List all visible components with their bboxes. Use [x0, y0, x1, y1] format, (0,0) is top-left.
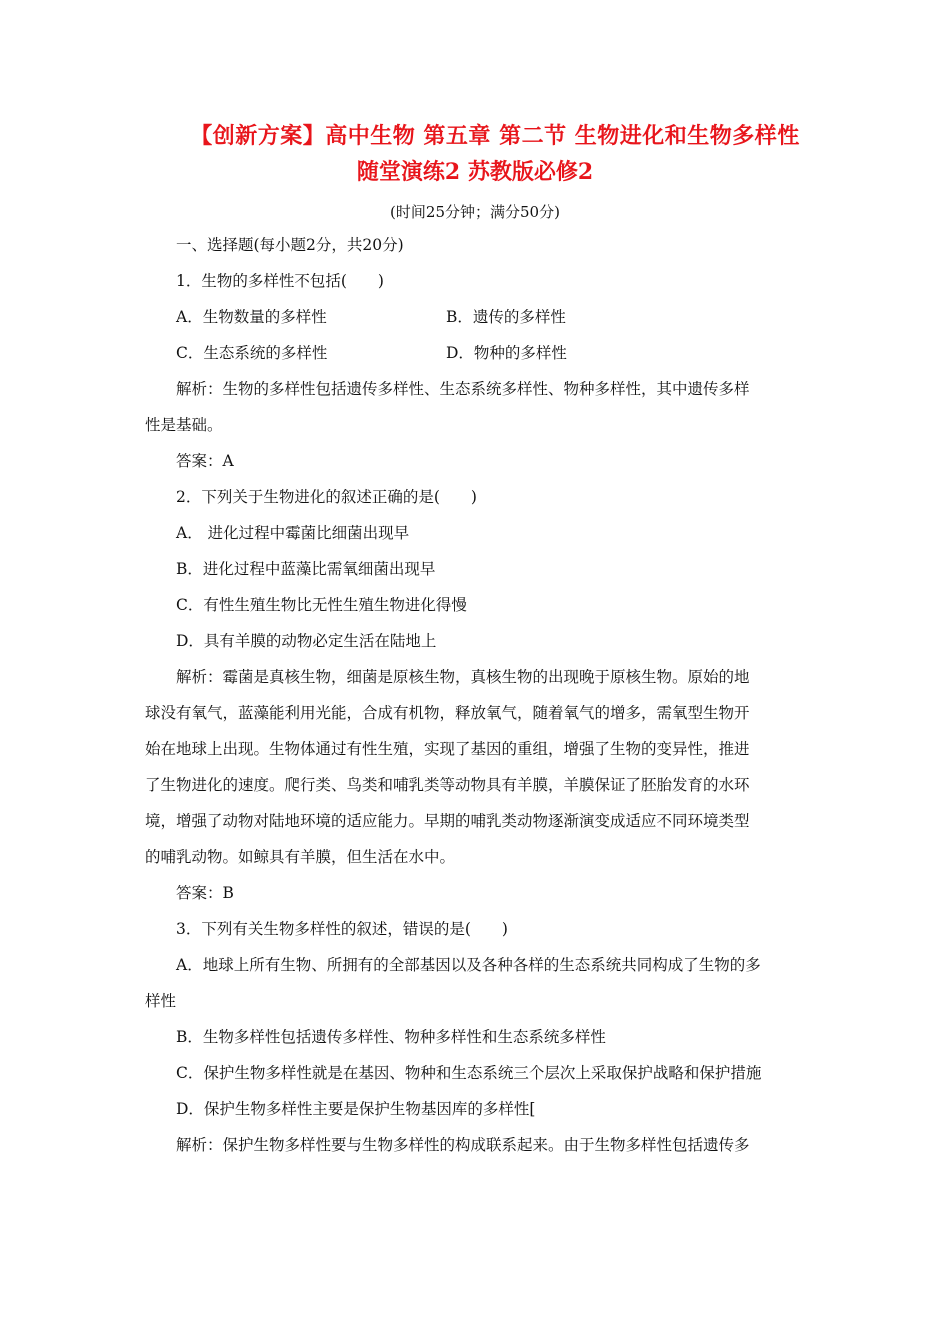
- question-3-option-a: A．地球上所有生物、所拥有的全部基因以及各种各样的生态系统共同构成了生物的多: [176, 956, 761, 974]
- question-2-analysis-line: 的哺乳动物。如鲸具有羊膜，但生活在水中。: [145, 848, 456, 866]
- question-1-options-row-1: [145, 299, 810, 335]
- title-line-2: 随堂演练2 苏教版必修2: [356, 159, 594, 185]
- exam-time-score: (时间25分钟；满分50分): [390, 203, 560, 221]
- document-title: [0, 118, 950, 190]
- question-2-option-b: B．进化过程中蓝藻比需氧细菌出现早: [176, 560, 436, 578]
- question-2-option-c: C．有性生殖生物比无性生殖生物进化得慢: [176, 596, 467, 614]
- question-1-options-row-2: [145, 335, 810, 371]
- question-1-option-a: A．生物数量的多样性: [176, 308, 327, 326]
- section-heading: 一、选择题(每小题2分，共20分): [176, 236, 404, 254]
- question-1-analysis-line: 性是基础。: [145, 416, 223, 434]
- question-1-stem: 1．生物的多样性不包括( ): [176, 272, 384, 290]
- question-2-answer: 答案：B: [176, 884, 234, 902]
- question-2-option-d: D．具有羊膜的动物必定生活在陆地上: [176, 632, 437, 650]
- question-1-answer: 答案：A: [176, 452, 234, 470]
- question-3-stem: 3．下列有关生物多样性的叙述，错误的是( ): [176, 920, 508, 938]
- question-1-option-d: D．物种的多样性: [446, 344, 567, 362]
- question-2-analysis-line: 始在地球上出现。生物体通过有性生殖，实现了基因的重组，增强了生物的变异性，推进: [145, 740, 750, 758]
- question-1-option-c: C．生态系统的多样性: [176, 344, 328, 362]
- question-1-analysis-line: 解析：生物的多样性包括遗传多样性、生态系统多样性、物种多样性，其中遗传多样: [176, 380, 750, 398]
- question-3-option-d: D．保护生物多样性主要是保护生物基因库的多样性[: [176, 1100, 536, 1118]
- question-3-option-c: C．保护生物多样性就是在基因、物种和生态系统三个层次上采取保护战略和保护措施: [176, 1064, 762, 1082]
- question-3-option-a-cont: 样性: [145, 992, 177, 1010]
- question-2-analysis-line: 境，增强了动物对陆地环境的适应能力。早期的哺乳类动物逐渐演变成适应不同环境类型: [145, 812, 750, 830]
- question-2-stem: 2．下列关于生物进化的叙述正确的是( ): [176, 488, 477, 506]
- question-1-option-b: B．遗传的多样性: [446, 308, 566, 326]
- question-2-analysis-line: 解析：霉菌是真核生物，细菌是原核生物，真核生物的出现晚于原核生物。原始的地: [176, 668, 750, 686]
- document-body: [145, 227, 810, 1163]
- title-line-1: 【创新方案】高中生物 第五章 第二节 生物进化和生物多样性: [190, 123, 800, 149]
- question-2-analysis-line: 球没有氧气，蓝藻能利用光能，合成有机物，释放氧气，随着氧气的增多，需氧型生物开: [145, 704, 750, 722]
- question-2-option-a: A． 进化过程中霉菌比细菌出现早: [176, 524, 410, 542]
- question-2-analysis-line: 了生物进化的速度。爬行类、鸟类和哺乳类等动物具有羊膜，羊膜保证了胚胎发育的水环: [145, 776, 750, 794]
- question-3-analysis-line: 解析：保护生物多样性要与生物多样性的构成联系起来。由于生物多样性包括遗传多: [176, 1136, 750, 1154]
- question-3-option-b: B．生物多样性包括遗传多样性、物种多样性和生态系统多样性: [176, 1028, 606, 1046]
